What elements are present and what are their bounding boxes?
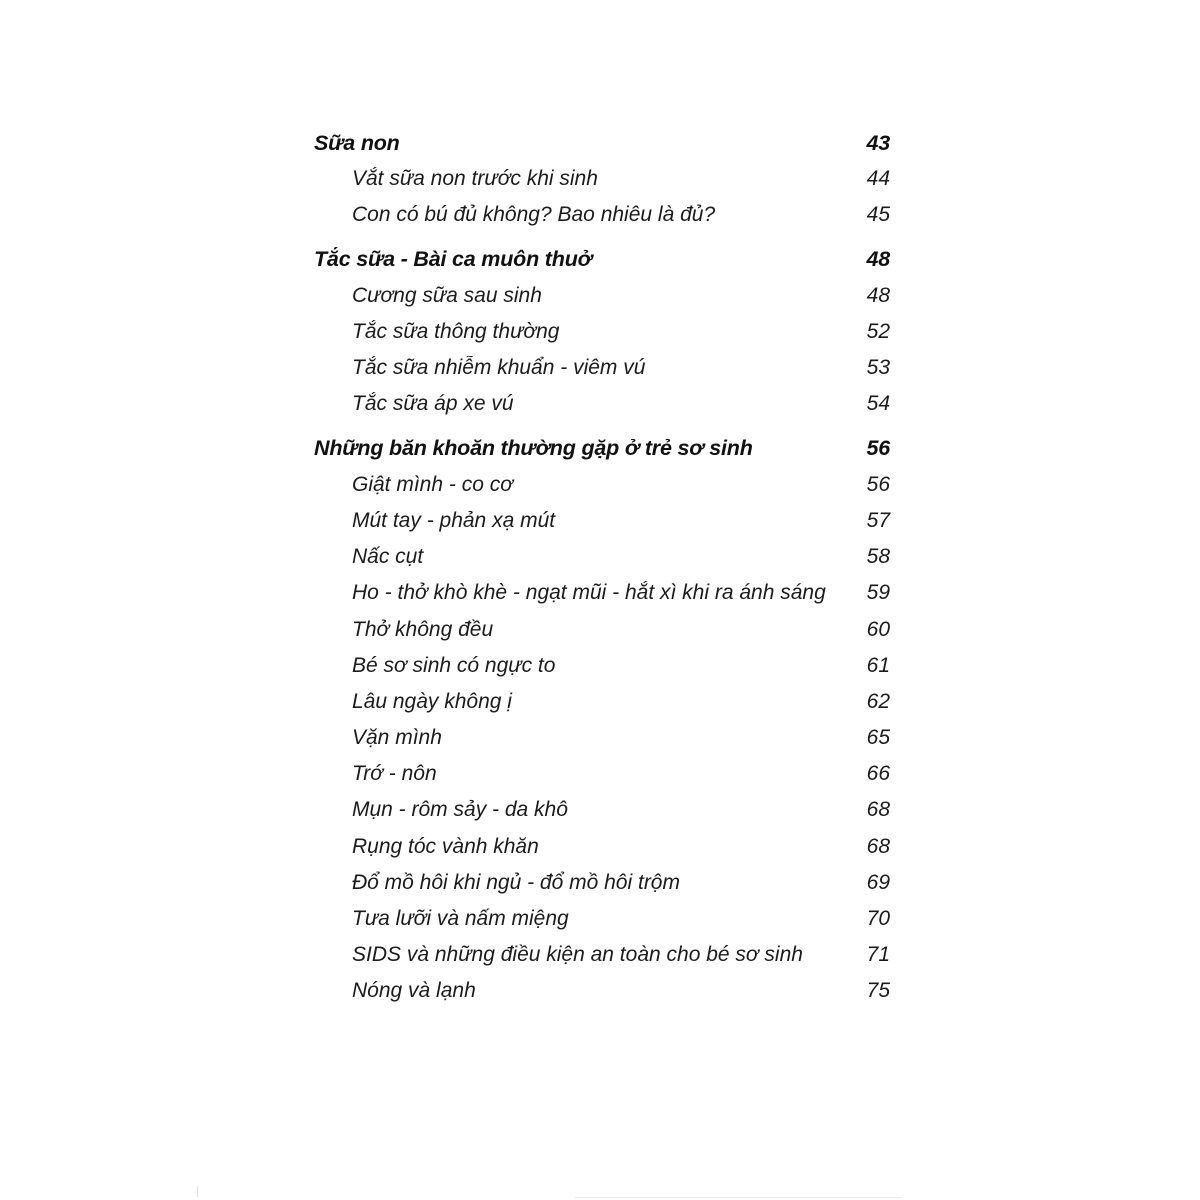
toc-entry-title: Rụng tóc vành khăn — [352, 834, 539, 858]
toc-entry-title: Bé sơ sinh có ngực to — [352, 653, 556, 677]
toc-entry-title: SIDS và những điều kiện an toàn cho bé sơ sinh — [352, 943, 803, 967]
toc-entry-title: Cương sữa sau sinh — [352, 283, 542, 307]
toc-entry — [314, 720, 890, 756]
toc-entry — [314, 431, 890, 467]
toc-entry-page: 56 — [866, 436, 890, 461]
toc-entry-page: 56 — [866, 472, 890, 496]
toc-entry-page: 45 — [866, 203, 890, 227]
toc-entry-page: 59 — [866, 581, 890, 605]
toc-entry-page: 53 — [866, 356, 890, 380]
toc-entry — [314, 575, 890, 611]
toc-entry-title: Tắc sữa - Bài ca muôn thuở — [314, 247, 592, 272]
toc-entry — [314, 386, 890, 422]
toc-entry-title: Tắc sữa nhiễm khuẩn - viêm vú — [352, 356, 646, 380]
toc-entry-page: 60 — [866, 617, 890, 641]
toc-entry — [314, 756, 890, 792]
toc-entry-page: 57 — [866, 508, 890, 532]
toc-entry-title: Trớ - nôn — [352, 762, 437, 786]
toc-entry-title: Tưa lưỡi và nấm miệng — [352, 907, 569, 931]
toc-entry-title: Mụn - rôm sảy - da khô — [352, 798, 568, 822]
toc-entry-page: 43 — [866, 130, 890, 155]
toc-entry-page: 68 — [866, 834, 890, 858]
toc-entry-page: 61 — [866, 653, 890, 677]
toc-entry — [314, 125, 890, 161]
toc-entry-title: Tắc sữa thông thường — [352, 320, 560, 344]
toc-entry-title: Ho - thở khò khè - ngạt mũi - hắt xì khi ra ánh sáng — [352, 581, 826, 605]
toc-entry-page: 48 — [866, 247, 890, 272]
toc-entry-page: 70 — [866, 907, 890, 931]
toc-entry — [314, 829, 890, 865]
toc-entry — [314, 973, 890, 1009]
toc-entry-title: Vặn mình — [352, 726, 442, 750]
toc-entry — [314, 467, 890, 503]
toc-entry — [314, 503, 890, 539]
toc-entry-title: Đổ mồ hôi khi ngủ - đổ mồ hôi trộm — [352, 870, 680, 894]
toc-entry-title: Sữa non — [314, 130, 400, 155]
toc-entry — [314, 539, 890, 575]
toc-entry-title: Giật mình - co cơ — [352, 472, 513, 496]
toc-entry — [314, 792, 890, 828]
toc-entry-title: Những băn khoăn thường gặp ở trẻ sơ sinh — [314, 436, 753, 461]
toc-entry-title: Thở không đều — [352, 617, 494, 641]
toc-entry-title: Lâu ngày không ị — [352, 689, 512, 713]
toc-entry-title: Mút tay - phản xạ mút — [352, 508, 556, 532]
toc-entry-page: 66 — [866, 762, 890, 786]
toc-entry-page: 71 — [866, 943, 890, 967]
toc-entry-page: 52 — [866, 320, 890, 344]
toc-entry — [314, 684, 890, 720]
toc-entry — [314, 197, 890, 233]
toc-entry-title: Nóng và lạnh — [352, 979, 476, 1003]
toc-entry-page: 75 — [866, 979, 890, 1003]
toc-entry — [314, 865, 890, 901]
toc-entry — [314, 242, 890, 278]
toc-entry-title: Con có bú đủ không? Bao nhiêu là đủ? — [352, 203, 716, 227]
table-of-contents — [314, 117, 890, 1010]
toc-entry — [314, 901, 890, 937]
toc-entry-title: Tắc sữa áp xe vú — [352, 392, 514, 416]
toc-entry-page: 62 — [866, 689, 890, 713]
toc-entry — [314, 161, 890, 197]
toc-entry-page: 58 — [866, 545, 890, 569]
scan-artifact-tick — [197, 1186, 198, 1197]
toc-entry — [314, 937, 890, 973]
toc-entry — [314, 350, 890, 386]
toc-entry-title: Nấc cụt — [352, 545, 424, 569]
toc-entry-page: 68 — [866, 798, 890, 822]
toc-entry — [314, 611, 890, 647]
toc-entry — [314, 314, 890, 350]
toc-entry-title: Vắt sữa non trước khi sinh — [352, 167, 598, 191]
toc-entry-page: 69 — [866, 870, 890, 894]
toc-entry-page: 54 — [866, 392, 890, 416]
scan-artifact-line — [575, 1197, 902, 1198]
toc-entry-page: 65 — [866, 726, 890, 750]
toc-entry-page: 44 — [866, 167, 890, 191]
toc-entry — [314, 278, 890, 314]
toc-entry — [314, 648, 890, 684]
toc-entry-page: 48 — [866, 283, 890, 307]
